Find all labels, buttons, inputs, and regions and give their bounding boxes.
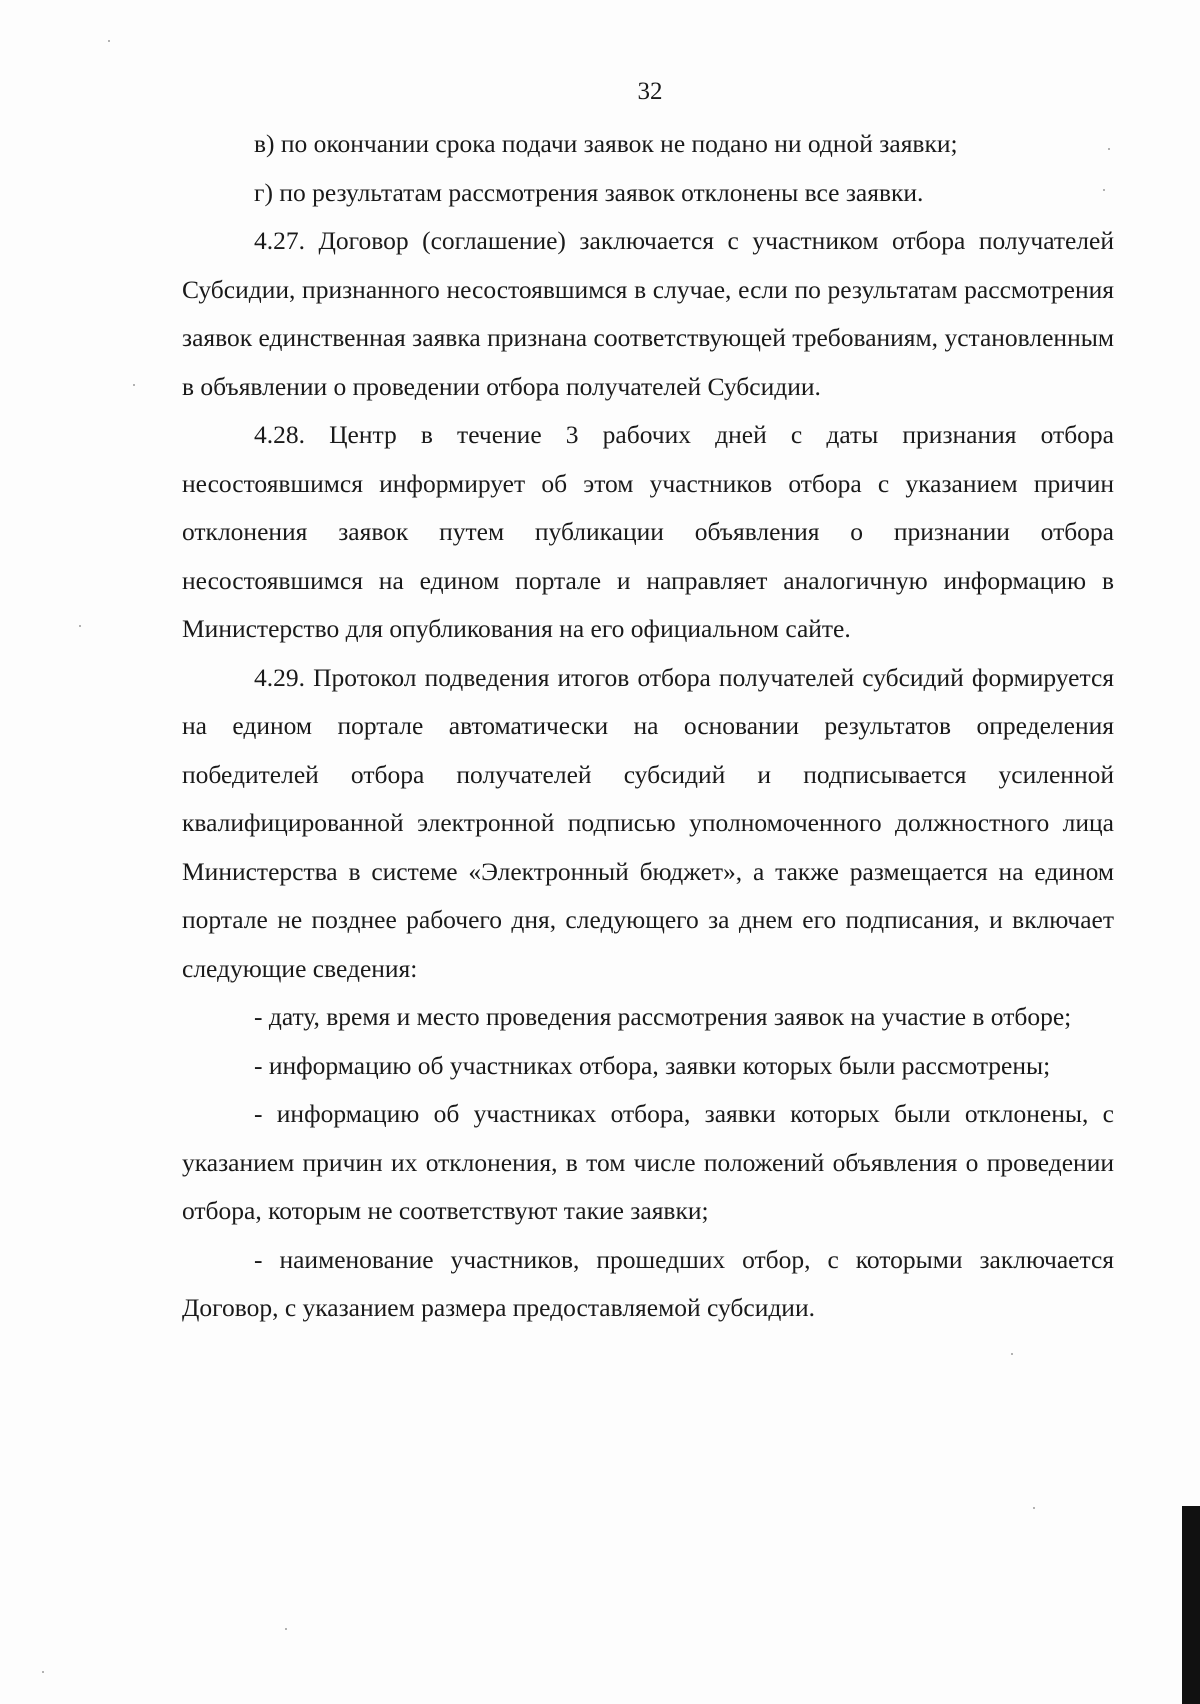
list-item-selected-participants: - наименование участников, прошедших отбор, с которыми заключается Договор, с указанием размера предоставляемой субсидии. bbox=[182, 1244, 1114, 1322]
paragraph-4-27: 4.27. Договор (соглашение) заключается с участником отбора получателей Субсидии, признанного несостоявшимся в случае, если по результатам рассмотрения заявок единственная заявка признана соответствующей требованиям, установленным в объявлении о проведении отбора получателей Субсидии. bbox=[182, 226, 1114, 401]
paragraph-item-v: в) по окончании срока подачи заявок не подано ни одной заявки; bbox=[254, 129, 958, 158]
scan-speck bbox=[1108, 148, 1110, 150]
scan-speck bbox=[42, 1671, 44, 1673]
scan-speck bbox=[1011, 1353, 1013, 1355]
paragraph-item-g: г) по результатам рассмотрения заявок отклонены все заявки. bbox=[254, 177, 924, 207]
scan-speck bbox=[108, 40, 110, 42]
scan-speck bbox=[1103, 189, 1105, 191]
scan-edge-bar bbox=[1182, 1506, 1200, 1704]
list-item-date-time-place: - дату, время и место проведения рассмотрения заявок на участие в отборе; bbox=[254, 1002, 1072, 1031]
page-number: 32 bbox=[637, 78, 663, 105]
list-item-reviewed-participants: - информацию об участниках отбора, заявки которых были рассмотрены; bbox=[254, 1050, 1051, 1080]
paragraph-4-28: 4.28. Центр в течение 3 рабочих дней с даты признания отбора несостоявшимся информирует об этом участников отбора с указанием причин отклонения заявок путем публикации объявления о признании отбора несостоявшимся на едином портале и направляет аналогичную информацию в Министерство для опубликования на его официальном сайте. bbox=[182, 420, 1114, 643]
scan-speck bbox=[133, 384, 135, 386]
scan-speck bbox=[285, 1628, 287, 1630]
list-item-rejected-participants: - информацию об участниках отбора, заявки которых были отклонены, с указанием причин их отклонения, в том числе положений объявления о проведении отбора, которым не соответствуют такие заявки; bbox=[182, 1099, 1114, 1225]
document-body bbox=[182, 120, 1114, 1333]
scan-speck bbox=[79, 625, 81, 627]
paragraph-4-29: 4.29. Протокол подведения итогов отбора получателей субсидий формируется на едином портале автоматически на основании результатов определения победителей отбора получателей субсидий и подписывается усиленной квалифицированной электронной подписью уполномоченного должностного лица Министерства в системе «Электронный бюджет», а также размещается на едином портале не позднее рабочего дня, следующего за днем его подписания, и включает следующие сведения: bbox=[182, 662, 1114, 983]
scan-speck bbox=[1033, 1507, 1035, 1509]
